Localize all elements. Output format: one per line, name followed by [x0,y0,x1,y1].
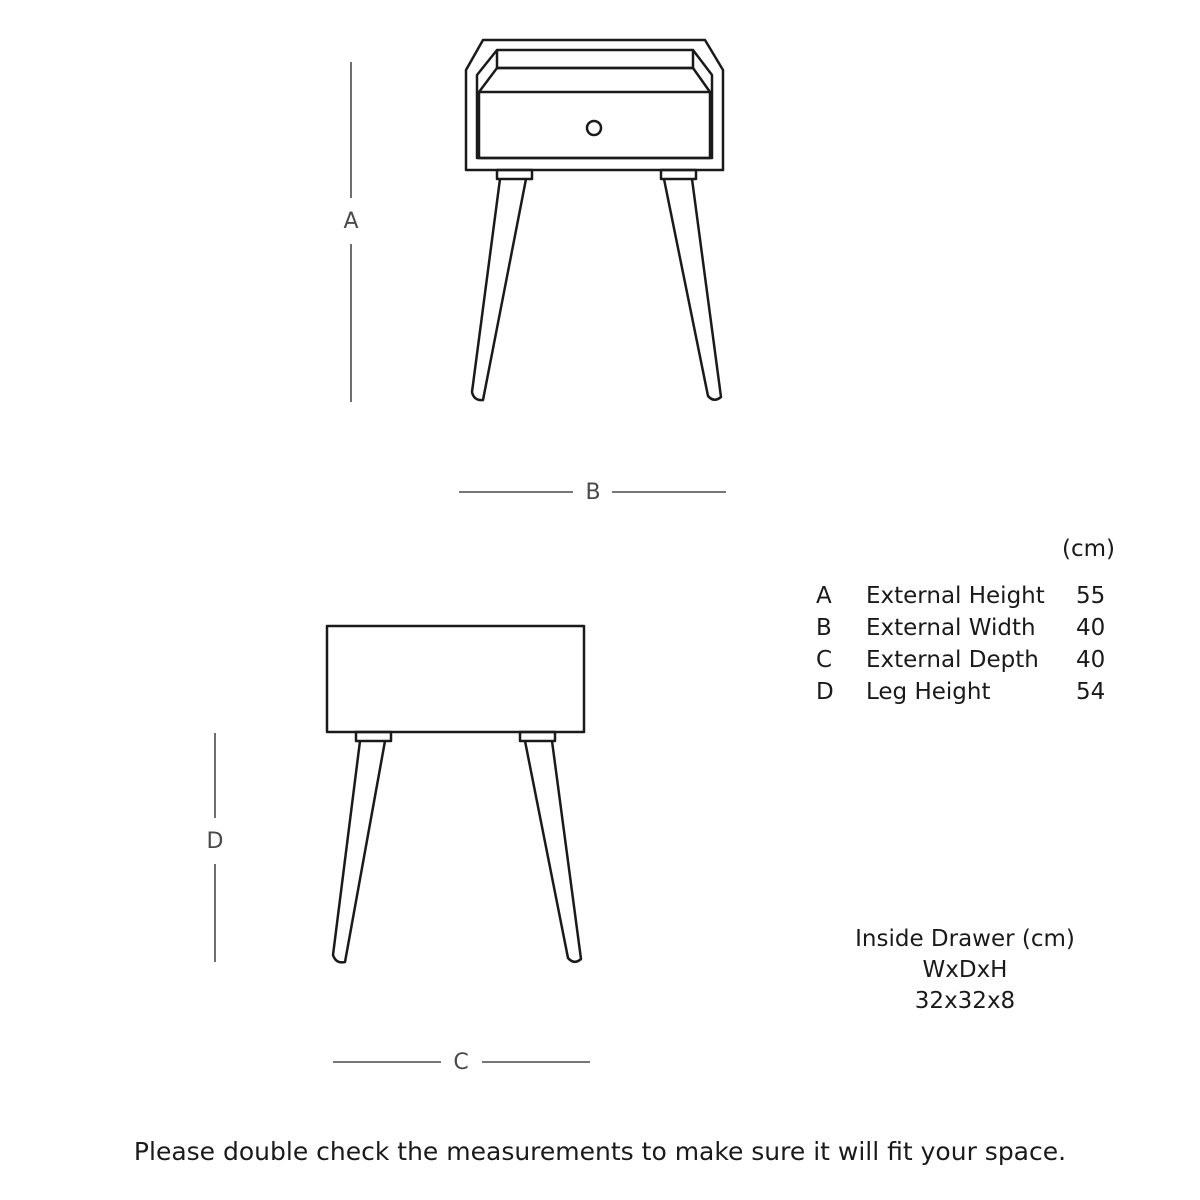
dimension-key: D [816,679,834,705]
side-leg-left [333,741,385,962]
dimension-key: C [816,647,833,673]
dimension-value: 40 [1076,615,1106,641]
inside-drawer-title: Inside Drawer (cm) [855,926,1075,952]
side-cabinet-outline [327,626,584,732]
dimension-label: Leg Height [866,679,991,705]
front-leg-right [664,179,721,400]
dimension-value: 54 [1076,679,1106,705]
inside-drawer-value: 32x32x8 [914,988,1016,1014]
front-leg-cap-left [497,170,532,179]
front-leg-left [472,179,526,400]
dimension-value: 40 [1076,647,1106,673]
dimension-label: External Height [866,583,1045,609]
dimension-label: External Depth [866,647,1039,673]
side-view-drawing [327,626,584,962]
dimension-label-a: A [343,209,359,234]
front-cabinet-outline [466,40,723,170]
inside-drawer-format: WxDxH [922,957,1008,983]
dimension-key: B [816,615,832,641]
dimension-label-d: D [206,829,224,854]
front-drawer [479,68,710,158]
dimension-label: External Width [866,615,1036,641]
units-label: (cm) [1062,536,1115,562]
dimension-key: A [816,583,832,609]
side-leg-cap-left [356,732,391,741]
dimension-label-c: C [453,1050,469,1075]
dimension-value: 55 [1076,583,1106,609]
front-leg-cap-right [661,170,696,179]
dimension-label-b: B [585,480,601,505]
side-leg-right [525,741,581,962]
footer-note: Please double check the measurements to make sure it will fit your space. [133,1137,1067,1166]
front-view-drawing [466,40,723,400]
drawer-knob-icon [587,121,601,135]
side-leg-cap-right [520,732,555,741]
front-shelf-outline [477,50,712,158]
inside-drawer-info [845,924,1085,1017]
